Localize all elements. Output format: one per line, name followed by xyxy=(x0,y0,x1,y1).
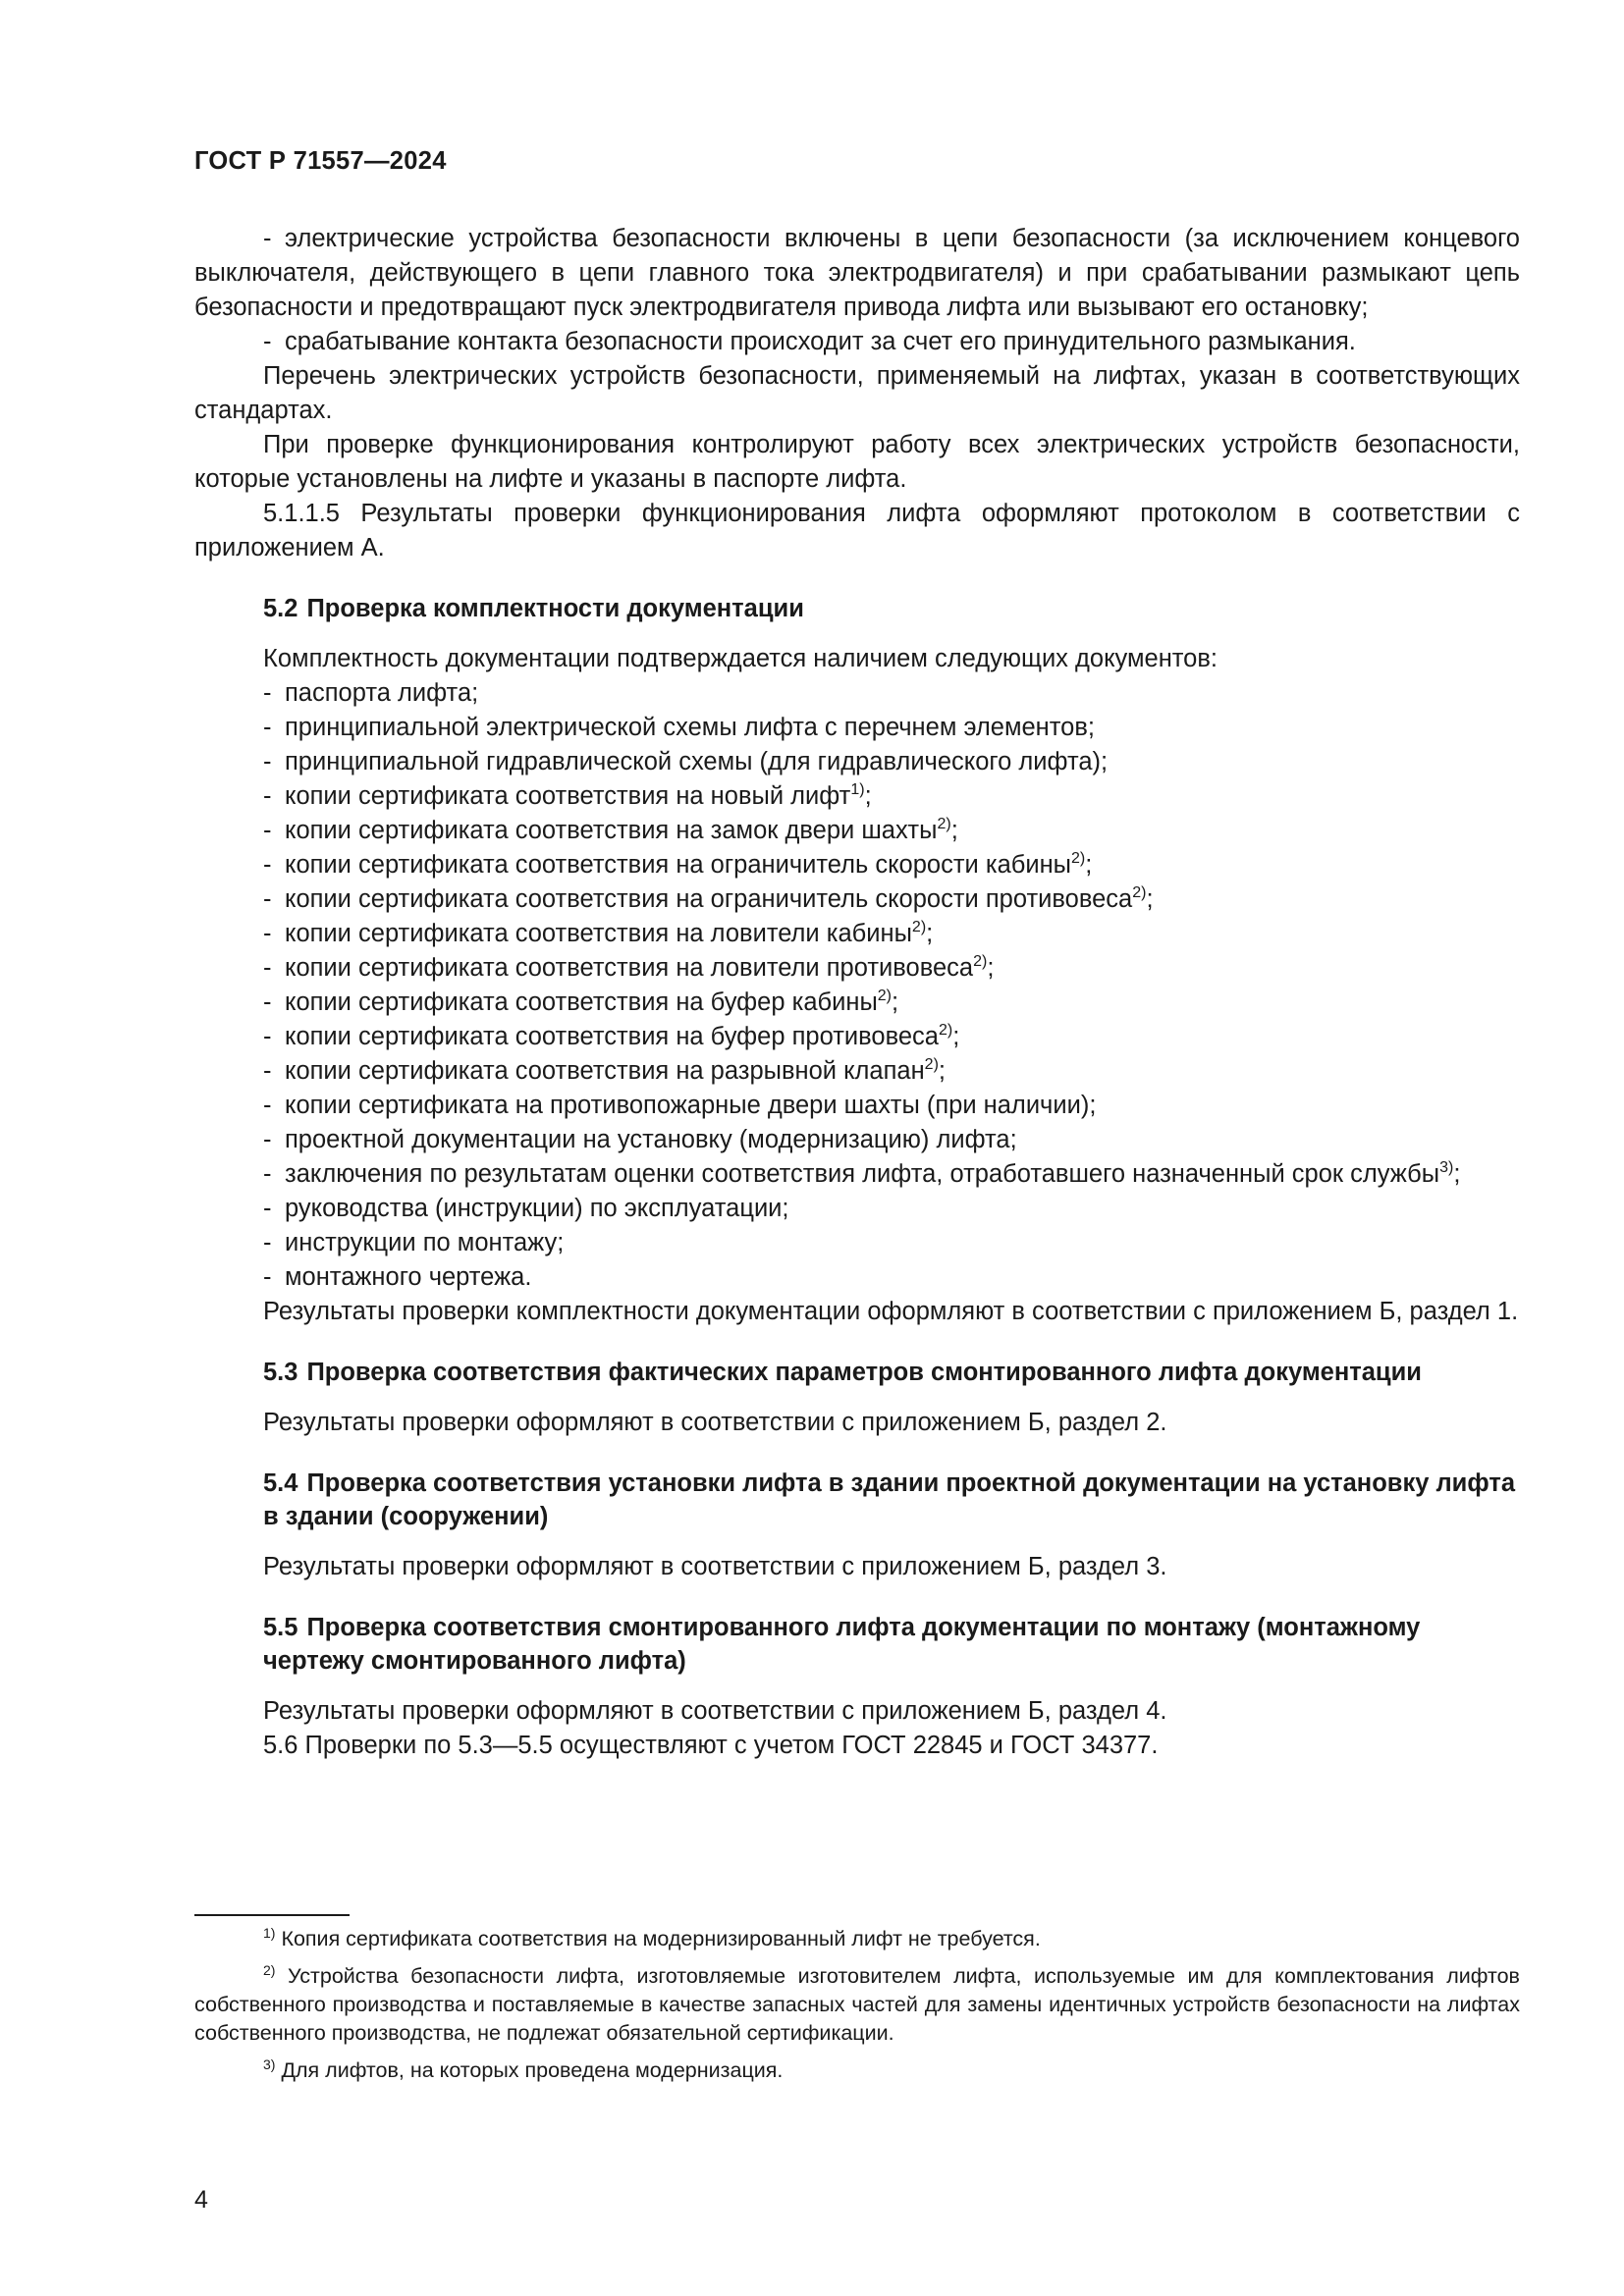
footnote-ref: 2) xyxy=(1132,884,1147,901)
list-item: - копии сертификата соответствия на разрывной клапан$^{2)}$; xyxy=(263,1056,946,1085)
footnote-ref: 2) xyxy=(938,1022,953,1039)
list-item: - копии сертификата соответствия на ограничитель скорости противовеса$^{2)}$; xyxy=(263,884,1154,913)
paragraph: Результаты проверки оформляют в соответствии с приложением Б, раздел 2. xyxy=(263,1409,1167,1436)
list-item: - заключения по результатам оценки соответствия лифта, отработавшего назначенный срок службы$^{3)}$; xyxy=(263,1159,1461,1188)
documents-list xyxy=(194,676,1520,1295)
footnote-ref: 2) xyxy=(973,953,988,970)
document-header: ГОСТ Р 71557—2024 xyxy=(194,147,447,175)
footnotes xyxy=(194,1925,1520,2094)
footnote-ref: 2) xyxy=(937,816,951,832)
list-item: - копии сертификата соответствия на ловители кабины$^{2)}$; xyxy=(263,919,934,947)
paragraph: Перечень электрических устройств безопасности, применяемый на лифтах, указан в соответствующих стандартах. xyxy=(194,362,1520,424)
footnote-ref: 1) xyxy=(850,781,865,798)
list-item: - электрические устройства безопасности включены в цепи безопасности (за исключением концевого выключателя, действующего в цепи главного тока электродвигателя) и при срабатывании размыкают цепь безопасности и предотвращают пуск электродвигателя привода лифта или вызывают его остановку; xyxy=(194,225,1520,321)
list-item: - копии сертификата соответствия на буфер противовеса$^{2)}$; xyxy=(263,1022,960,1050)
footnote-mark: 3) xyxy=(263,2056,276,2072)
footnote: $^{1)}$ Копия сертификата соответствия на модернизированный лифт не требуется. xyxy=(263,1925,1041,1950)
list-item: - копии сертификата соответствия на новый лифт$^{1)}$; xyxy=(263,781,872,810)
page-number: 4 xyxy=(194,2186,208,2214)
footnote-mark: 1) xyxy=(263,1925,276,1941)
list-item: - инструкции по монтажу; xyxy=(263,1229,565,1256)
document-body xyxy=(194,222,1520,1763)
list-item: - срабатывание контакта безопасности происходит за счет его принудительного размыкания. xyxy=(263,328,1356,355)
paragraph: 5.6 Проверки по 5.3—5.5 осуществляют с учетом ГОСТ 22845 и ГОСТ 34377. xyxy=(263,1732,1159,1759)
list-item: - копии сертификата соответствия на ограничитель скорости кабины$^{2)}$; xyxy=(263,850,1093,879)
section-heading-5-5: 5.5 Проверка соответствия смонтированного лифта документации по монтажу (монтажному чертежу смонтированного лифта) xyxy=(263,1614,1421,1675)
list-item: - паспорта лифта; xyxy=(263,679,479,707)
section-heading-5-3: 5.3 Проверка соответствия фактических параметров смонтированного лифта документации xyxy=(263,1359,1422,1386)
section-heading-5-2: 5.2 Проверка комплектности документации xyxy=(263,595,804,622)
list-item: - монтажного чертежа. xyxy=(263,1263,532,1291)
paragraph: При проверке функционирования контролируют работу всех электрических устройств безопасности, которые установлены на лифте и указаны в паспорте лифта. xyxy=(194,431,1520,493)
list-item: - копии сертификата соответствия на буфер кабины$^{2)}$; xyxy=(263,988,899,1016)
list-item: - копии сертификата соответствия на замок двери шахты$^{2)}$; xyxy=(263,816,958,844)
list-item: - копии сертификата соответствия на ловители противовеса$^{2)}$; xyxy=(263,953,995,982)
list-item: - проектной документации на установку (модернизацию) лифта; xyxy=(263,1126,1017,1153)
footnote-divider xyxy=(194,1914,350,1916)
list-item: - принципиальной гидравлической схемы (для гидравлического лифта); xyxy=(263,748,1109,775)
footnote-ref: 3) xyxy=(1439,1159,1454,1176)
footnote: $^{3)}$ Для лифтов, на которых проведена модернизация. xyxy=(263,2056,784,2082)
list-item: - руководства (инструкции) по эксплуатации; xyxy=(263,1195,789,1222)
footnote-ref: 2) xyxy=(877,988,893,1004)
list-item: - копии сертификата на противопожарные двери шахты (при наличии); xyxy=(263,1092,1097,1119)
footnote: $^{2)}$ Устройства безопасности лифта, изготовляемые изготовителем лифта, используемые им для комплектования лифтов собственного производства и поставляемые в качестве запасных частей для замены идентичных устройств безопасности на лифтах собственного производства, не подлежат обязательной сертификации. xyxy=(194,1962,1520,2045)
paragraph: Результаты проверки оформляют в соответствии с приложением Б, раздел 4. xyxy=(263,1697,1167,1725)
paragraph: Комплектность документации подтверждается наличием следующих документов: xyxy=(263,645,1218,672)
footnote-ref: 2) xyxy=(911,919,927,935)
paragraph: Результаты проверки оформляют в соответствии с приложением Б, раздел 3. xyxy=(263,1553,1167,1580)
paragraph: Результаты проверки комплектности документации оформляют в соответствии с приложением Б, раздел 1. xyxy=(263,1298,1519,1325)
footnote-mark: 2) xyxy=(263,1962,276,1978)
footnote-ref: 2) xyxy=(924,1056,939,1073)
footnote-ref: 2) xyxy=(1071,850,1086,867)
section-heading-5-4: 5.4 Проверка соответствия установки лифта в здании проектной документации на установку лифта в здании (сооружении) xyxy=(263,1469,1516,1530)
list-item: - принципиальной электрической схемы лифта с перечнем элементов; xyxy=(263,714,1095,741)
paragraph: 5.1.1.5 Результаты проверки функционирования лифта оформляют протоколом в соответствии с приложением А. xyxy=(194,500,1520,561)
